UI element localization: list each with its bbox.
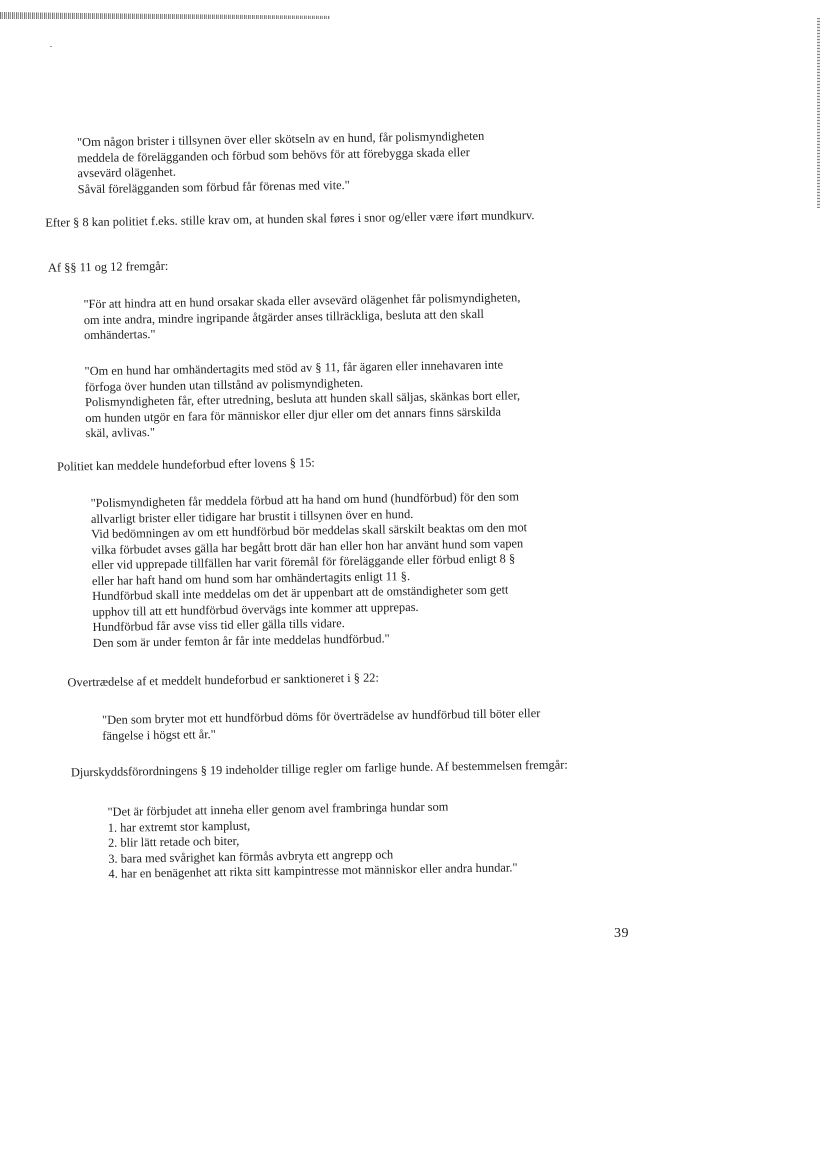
text-line: Den som är under femton år får inte meddelas hundförbud." [92,630,390,650]
quote-avlivas [84,357,520,441]
text-line: 1. har extremt stor kamplust, [107,818,251,835]
paragraph-section-15 [57,456,315,476]
text-line: eller har haft hand om hund som har omhändertagits enligt 11 §. [91,568,411,588]
text-line: upphov till att ett hundförbud övervägs inte kommer att upprepas. [92,599,419,619]
text-line: Af §§ 11 og 12 fremgår: [47,258,169,275]
text-line: avsevärd olägenhet. [77,164,176,181]
text-line: 4. har en benägenhet att rikta sitt kampintresse mot människor eller andra hundar." [108,860,518,881]
text-line: "Polismyndigheten får meddela förbud att ha hand om hund (hundförbud) för den som [90,489,520,511]
quote-hundforbud [91,489,529,651]
text-line: fängelse i högst ett år." [102,726,216,743]
text-line: Hundförbud får avse viss tid eller gälla tills vidare. [92,616,345,635]
text-line: 3. bara med svårighet kan förmås avbryta ett angrepp och [108,846,394,866]
paragraph-section-8 [45,208,534,231]
text-line: Såväl förelägganden som förbud får förenas med vite." [77,177,350,196]
text-line: "Det är förbjudet att inneha eller genom avel frambringa hundar som [107,799,449,819]
quote-tillsyn [77,129,485,197]
page-number: 39 [614,926,629,941]
text-line: "För att hindra att en hund orsakar skada eller avsevärd olägenhet får polismyndigheten, [83,290,521,312]
quote-boter [102,706,541,744]
paragraph-djurskydd [71,758,568,781]
paragraph-section-11-12 [48,259,169,276]
text-line: Politiet kan meddele hundeforbud efter lovens § 15: [56,455,315,474]
paragraph-section-22 [67,671,379,691]
text-line: eller vid upprepade tillfällen har varit föremål för föreläggande eller förbud enligt 8 § [91,551,516,573]
text-line: om inte andra, mindre ingripande åtgärder anses tillräckliga, besluta att den skall [83,306,485,327]
text-line: allvarligt brister eller tidigare har brustit i tillsynen över en hund. [90,506,414,526]
text-line: "Om en hund har omhändertagits med stöd av § 11, får ägaren eller innehavaren inte [84,357,504,379]
quote-farliga-hundar [107,798,517,882]
text-line: Vid bedömningen av om ett hundförbud bör meddelas skall särskilt beaktas om den mot [91,520,528,542]
text-line: om hunden utgör en fara för människor eller djur eller om det annars finns särskilda [85,404,502,425]
text-line: omhändertas." [83,327,156,343]
text-line: Overtrædelse af et meddelt hundeforbud er sanktioneret i § 22: [67,670,379,690]
text-line: Polismyndigheten får, efter utredning, besluta att hunden skall säljas, skänkas bort eller, [84,388,521,410]
text-line: Hundförbud skall inte meddelas om det är uppenbart att de omständigheter som gett [92,582,509,604]
text-line: förfoga över hunden utan tillstånd av polismyndigheten. [84,375,364,394]
text-line: skäl, avlivas." [85,425,156,441]
text-line: "Om någon brister i tillsynen över eller skötseln av en hund, får polismyndigheten [76,128,485,150]
text-line: vilka förbudet avses gälla har begått brott där han eller hon har använt hund som vapen [91,535,524,557]
quote-omhandertas [83,290,521,343]
text-line: "Den som bryter mot ett hundförbud döms för överträdelse av hundförbud till böter eller [101,706,541,727]
text-line: Efter § 8 kan politiet f.eks. stille krav om, at hunden skal føres i snor og/eller være iført mundkurv. [45,208,535,230]
text-line: Djurskyddsförordningens § 19 indeholder tillige regler om farlige hunde. Af bestemmelsen fremgår: [70,757,568,780]
text-line: 2. blir lätt retade och biter, [107,833,240,850]
text-line: meddela de förelägganden och förbud som behövs för att förebygga skada eller [77,144,470,165]
